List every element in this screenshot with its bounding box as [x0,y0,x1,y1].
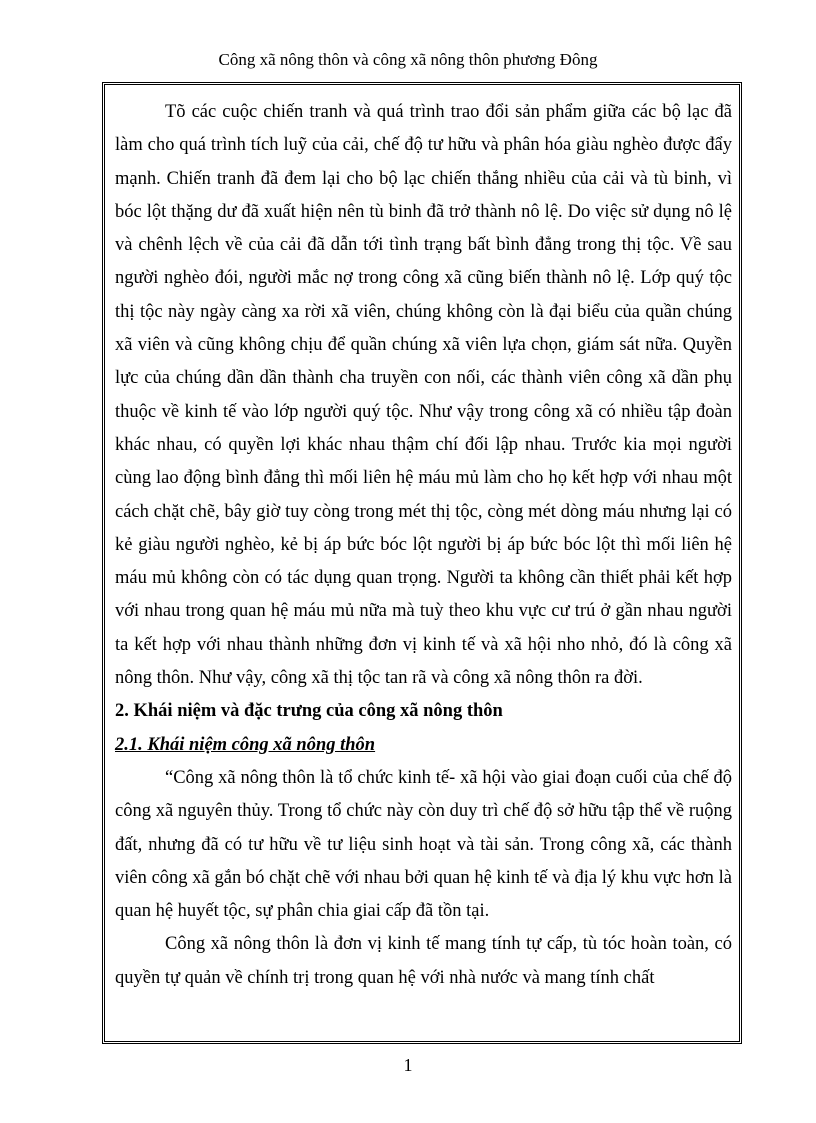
body-paragraph-3: Công xã nông thôn là đơn vị kinh tế mang tính tự cấp, tù tóc hoàn toàn, có quyền tự quản về chính trị trong quan hệ với nhà nước và mang tính chất [115,934,732,988]
document-body [115,96,732,995]
subsection-heading-2-1: 2.1. Khái niệm công xã nông thôn [115,734,376,755]
body-paragraph-1: Tõ các cuộc chiến tranh và quá trình trao đổi sản phẩm giữa các bộ lạc đã làm cho quá trình tích luỹ của cải, chế độ tư hữu và phân hóa giàu nghèo được đẩy mạnh. Chiến tranh đã đem lại cho bộ lạc chiến thắng nhiều của cải và tù binh, vì bóc lột thặng dư đã xuất hiện nên tù binh đã trở thành nô lệ. Do việc sử dụng nô lệ và chênh lệch về của cải đã dẫn tới tình trạng bất bình đẳng trong thị tộc. Về sau người nghèo đói, người mắc nợ trong công xã cũng biến thành nô lệ. Lớp quý tộc thị tộc này ngày càng xa rời xã viên, chúng không còn là đại biểu của quần chúng xã viên và cũng không chịu để quần chúng xã viên lựa chọn, giám sát nữa. Quyền lực của chúng dần dần thành cha truyền con nối, các thành viên công xã dần phụ thuộc về kinh tế vào lớp người quý tộc. Như vậy trong công xã có nhiều tập đoàn khác nhau, có quyền lợi khác nhau thậm chí đối lập nhau. Trước kia mọi người cùng lao động bình đẳng thì mối liên hệ máu mủ làm cho họ kết hợp với nhau một cách chặt chẽ, bây giờ tuy còng trong mét thị tộc, còng mét dòng máu nhưng lại có kẻ giàu người nghèo, kẻ bị áp bức bóc lột người bị áp bức bóc lột thì mối liên hệ máu mủ không còn có tác dụng quan trọng. Người ta không cần thiết phải kết hợp với nhau trong quan hệ máu mủ nữa mà tuỳ theo khu vực cư trú ở gần nhau người ta kết hợp với nhau thành những đơn vị kinh tế và xã hội nho nhỏ, đó là công xã nông thôn. Như vậy, công xã thị tộc tan rã và công xã nông thôn ra đời. [115,102,732,689]
running-header: Công xã nông thôn và công xã nông thôn phương Đông [218,50,598,69]
section-heading-2: 2. Khái niệm và đặc trưng của công xã nông thôn [115,701,503,722]
body-paragraph-2: “Công xã nông thôn là tổ chức kinh tế- xã hội vào giai đoạn cuối của chế độ công xã nguyên thủy. Trong tổ chức này còn duy trì chế độ sở hữu tập thể về ruộng đất, nhưng đã có tư hữu về tư liệu sinh hoạt và tài sản. Trong công xã, các thành viên công xã gắn bó chặt chẽ với nhau bởi quan hệ kinh tế và địa lý khu vực hơn là quan hệ huyết tộc, sự phân chia giai cấp đã tồn tại. [115,767,732,922]
page-number: 1 [403,1055,413,1075]
